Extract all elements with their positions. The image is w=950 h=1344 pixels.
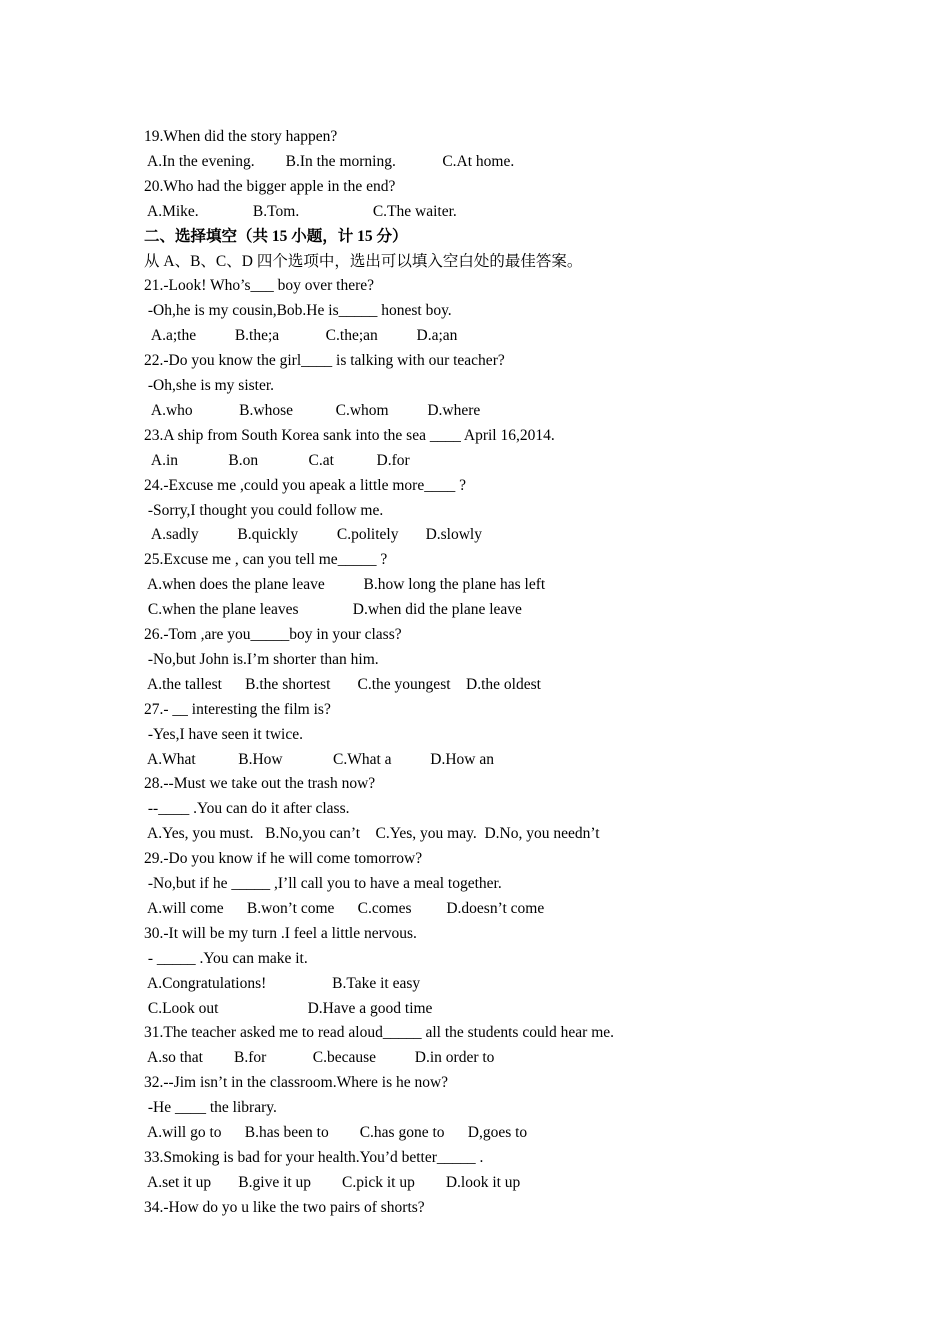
text-line: 32.--Jim isn’t in the classroom.Where is he now? (144, 1074, 449, 1092)
text-line: 27.- __ interesting the film is? (144, 700, 331, 718)
text-line: 29.-Do you know if he will come tomorrow? (144, 850, 423, 868)
text-line: 25.Excuse me , can you tell me_____ ? (144, 551, 388, 569)
text-line: -He ____ the library. (144, 1099, 277, 1117)
text-line: A.What B.How C.What a D.How an (144, 750, 494, 768)
text-line: 21.-Look! Who’s___ boy over there? (144, 277, 375, 295)
text-line: 28.--Must we take out the trash now? (144, 775, 376, 793)
text-line: C.when the plane leaves D.when did the plane leave (144, 601, 522, 619)
text-line: 23.A ship from South Korea sank into the sea ____ April 16,2014. (144, 426, 555, 444)
text-line: 22.-Do you know the girl____ is talking with our teacher? (144, 352, 505, 370)
text-line: A.In the evening. B.In the morning. C.At home. (144, 152, 515, 170)
text-line: -Oh,she is my sister. (144, 377, 275, 394)
text-line: 19.When did the story happen? (144, 128, 338, 145)
text-line: 30.-It will be my turn .I feel a little nervous. (144, 924, 417, 942)
text-line: A.will go to B.has been to C.has gone to D,goes to (144, 1124, 528, 1141)
text-line: -No,but if he _____ ,I’ll call you to have a meal together. (144, 875, 502, 892)
text-line: C.Look out D.Have a good time (144, 999, 433, 1017)
text-line: A.set it up B.give it up C.pick it up D.look it up (144, 1173, 521, 1191)
text-line: A.a;the B.the;a C.the;an D.a;an (144, 327, 458, 345)
text-line: A.will come B.won’t come C.comes D.doesn’t come (144, 899, 545, 917)
text-line: A.sadly B.quickly C.politely D.slowly (144, 526, 482, 544)
text-line: - _____ .You can make it. (144, 949, 308, 967)
text-line: A.the tallest B.the shortest C.the youngest D.the oldest (144, 675, 541, 693)
text-line: A.Congratulations! B.Take it easy (144, 974, 421, 992)
text-line: -Oh,he is my cousin,Bob.He is_____ honest boy. (144, 302, 452, 320)
text-line: 从 A、B、C、D 四个选项中，选出可以填入空白处的最佳答案。 (144, 252, 583, 270)
text-line: 31.The teacher asked me to read aloud_____ all the students could hear me. (144, 1024, 615, 1042)
text-line: 33.Smoking is bad for your health.You’d better_____ . (144, 1148, 484, 1166)
text-line: 26.-Tom ,are you_____boy in your class? (144, 626, 402, 643)
text-line: -No,but John is.I’m shorter than him. (144, 650, 379, 668)
text-line: A.who B.whose C.whom D.where (144, 401, 481, 419)
text-line: A.in B.on C.at D.for (144, 451, 410, 469)
section-heading: 二、选择填空（共 15 小题，计 15 分） (144, 227, 408, 245)
text-line: A.when does the plane leave B.how long the plane has left (144, 576, 546, 594)
text-line: A.Yes, you must. B.No,you can’t C.Yes, you may. D.No, you needn’t (144, 825, 600, 843)
text-line: 34.-How do yo u like the two pairs of shorts? (144, 1198, 425, 1216)
text-line: A.Mike. B.Tom. C.The waiter. (144, 202, 457, 220)
text-line: 20.Who had the bigger apple in the end? (144, 177, 396, 195)
text-line: --____ .You can do it after class. (144, 800, 350, 818)
text-line: -Yes,I have seen it twice. (144, 725, 303, 743)
text-line: A.so that B.for C.because D.in order to (144, 1049, 495, 1067)
text-line: -Sorry,I thought you could follow me. (144, 501, 384, 519)
text-line: 24.-Excuse me ,could you apeak a little more____ ? (144, 476, 466, 494)
